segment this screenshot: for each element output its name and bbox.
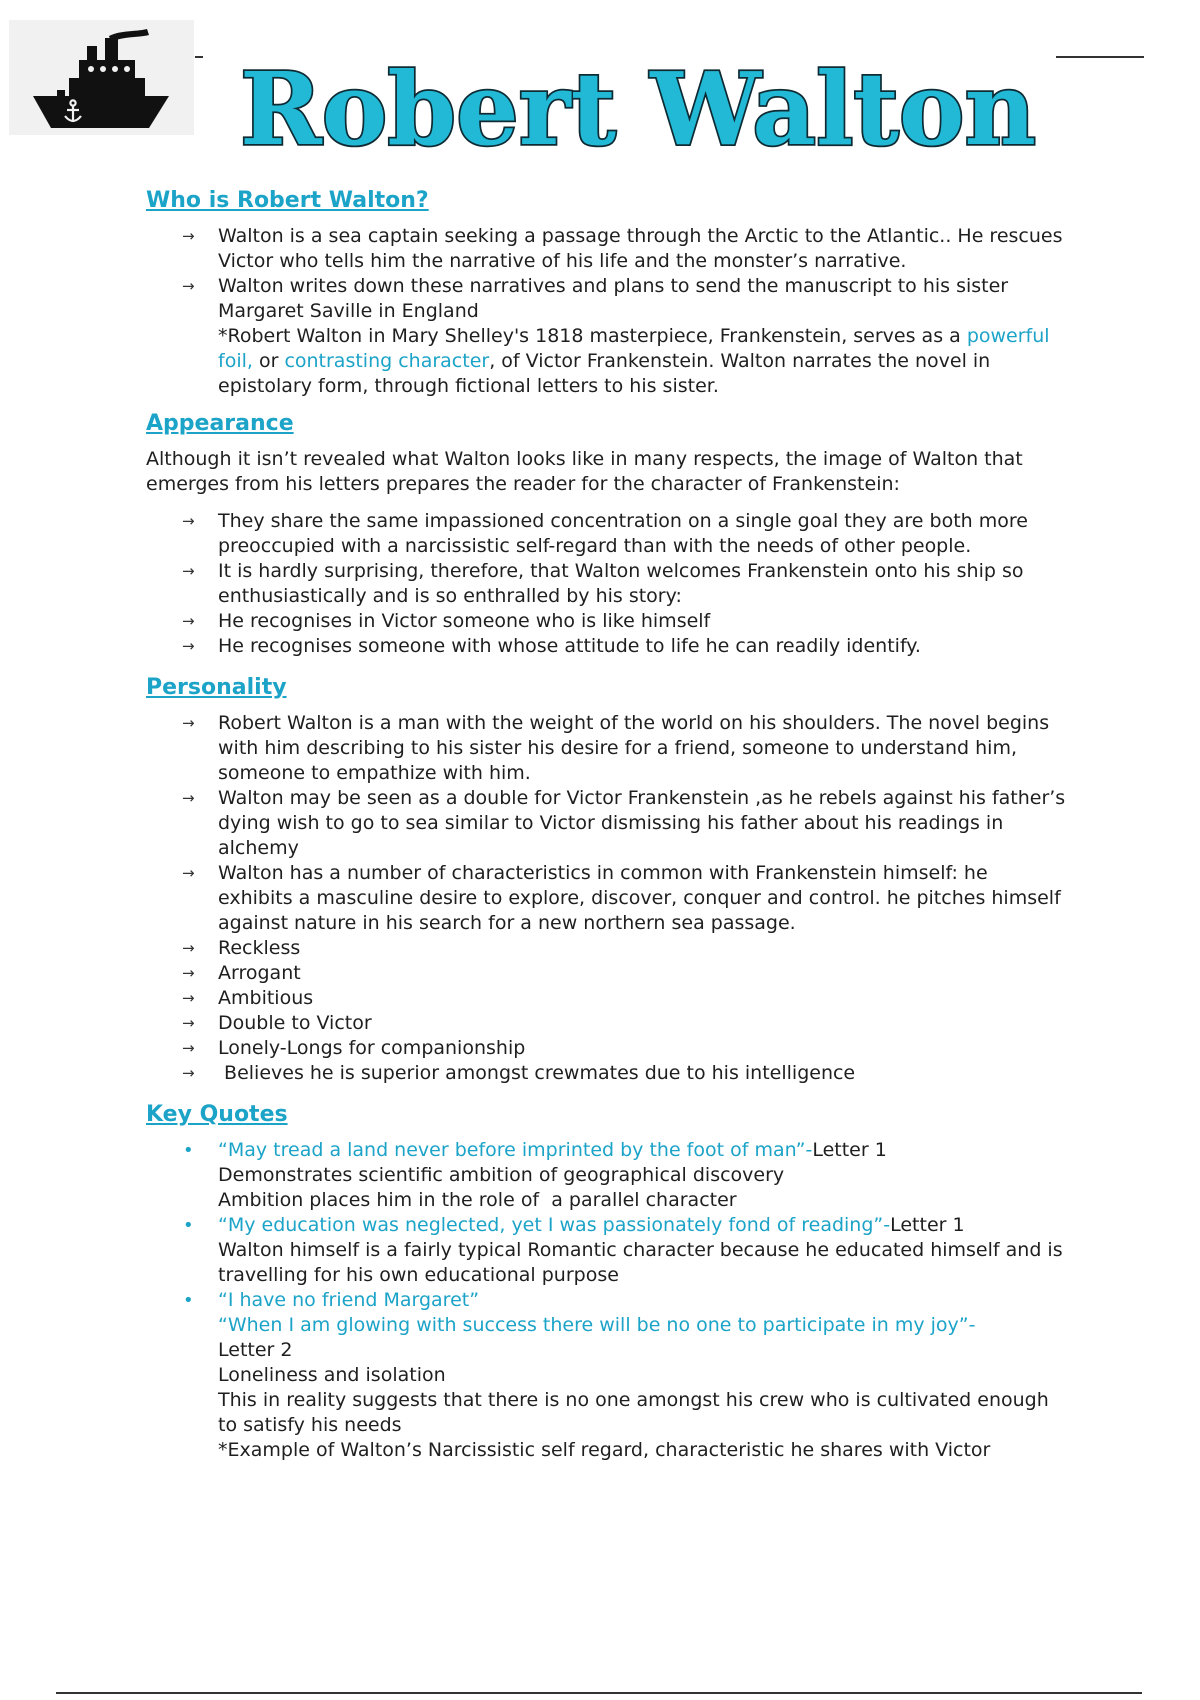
quote-note: Demonstrates scientific ambition of geographical discovery xyxy=(218,1164,785,1186)
bottom-rule xyxy=(56,1692,1142,1694)
heading-key-quotes: Key Quotes xyxy=(146,1102,288,1127)
quote-text: “I have no friend Margaret” xyxy=(218,1289,480,1311)
list-item: → Walton has a number of characteristics in common with Frankenstein himself: he exhibits a masculine desire to explore, discover, conquer and control. he pitches himself against nature in his search for a new northern sea passage. xyxy=(182,862,1061,934)
ship-icon xyxy=(31,26,171,130)
foil-note: *Robert Walton in Mary Shelley's 1818 masterpiece, Frankenstein, serves as a powerful foil, or contrasting character, of Victor Frankenstein. Walton narrates the novel in epistolary form, through fictional letters to his sister. xyxy=(218,325,1050,397)
quote-note: Loneliness and isolation xyxy=(218,1364,446,1386)
appearance-intro: Although it isn’t revealed what Walton looks like in many respects, the image of Walton that emerges from his letters prepares the reader for the character of Frankenstein: xyxy=(146,448,1023,495)
list-item: → He recognises someone with whose attitude to life he can readily identify. xyxy=(182,635,921,657)
list-item: → Robert Walton is a man with the weight of the world on his shoulders. The novel begins with him describing to his sister his desire for a friend, someone to understand him, someone to empathize with him. xyxy=(182,712,1050,784)
quotes-list xyxy=(146,1138,1066,1463)
term-contrasting-character: contrasting character xyxy=(284,350,490,372)
list-item: → It is hardly surprising, therefore, that Walton welcomes Frankenstein onto his ship so enthusiastically and is so enthralled by his story: xyxy=(182,560,1024,607)
arrow-icon: → xyxy=(182,512,195,530)
list-item: → Double to Victor xyxy=(182,1012,372,1034)
arrow-icon: → xyxy=(182,562,195,580)
arrow-icon: → xyxy=(182,939,195,957)
arrow-icon: → xyxy=(182,789,195,807)
arrow-icon: → xyxy=(182,1014,195,1032)
bullet-icon: • xyxy=(183,1215,194,1236)
arrow-icon: → xyxy=(182,637,195,655)
page-title xyxy=(232,52,1062,162)
personality-list xyxy=(146,711,1066,1086)
ship-logo-box xyxy=(9,20,194,135)
list-item: → Lonely-Longs for companionship xyxy=(182,1037,526,1059)
arrow-icon: → xyxy=(182,612,195,630)
list-item: → Walton is a sea captain seeking a passage through the Arctic to the Atlantic.. He rescues Victor who tells him the narrative of his life and the monster’s narrative. xyxy=(182,225,1063,272)
arrow-icon: → xyxy=(182,864,195,882)
quote-note: Ambition places him in the role of a parallel character xyxy=(218,1189,737,1211)
arrow-icon: → xyxy=(182,714,195,732)
who-list xyxy=(146,224,1066,399)
bullet-icon: • xyxy=(183,1290,194,1311)
heading-appearance: Appearance xyxy=(146,411,294,436)
list-item: → Reckless xyxy=(182,937,301,959)
quote-text: “When I am glowing with success there will be no one to participate in my joy”- xyxy=(218,1314,976,1336)
term-powerful-foil: powerful foil, xyxy=(218,325,1050,372)
list-item: → Believes he is superior amongst crewmates due to his intelligence xyxy=(182,1062,856,1084)
arrow-icon: → xyxy=(182,1039,195,1057)
decorative-line xyxy=(1056,56,1144,58)
quote-source: Letter 1 xyxy=(890,1214,965,1236)
quote-note: Walton himself is a fairly typical Romantic character because he educated himself and is travelling for his own educational purpose xyxy=(218,1239,1063,1286)
list-item: → Arrogant xyxy=(182,962,301,984)
bullet-icon: • xyxy=(183,1140,194,1161)
list-item: → He recognises in Victor someone who is like himself xyxy=(182,610,711,632)
arrow-icon: → xyxy=(182,227,195,245)
decorative-dash xyxy=(195,56,203,58)
document-body xyxy=(146,186,1066,1463)
heading-who-is-robert-walton: Who is Robert Walton? xyxy=(146,188,429,213)
arrow-icon: → xyxy=(182,1064,195,1082)
quote-text: “May tread a land never before imprinted by the foot of man”- xyxy=(218,1139,813,1161)
list-item: → Walton may be seen as a double for Victor Frankenstein ,as he rebels against his father’s dying wish to go to sea similar to Victor dismissing his father about his readings in alchemy xyxy=(182,787,1066,859)
list-item: → They share the same impassioned concentration on a single goal they are both more preoccupied with a narcissistic self-regard than with the needs of other people. xyxy=(182,510,1028,557)
heading-personality: Personality xyxy=(146,675,287,700)
quote-item xyxy=(183,1288,1066,1463)
appearance-list xyxy=(146,509,1066,659)
list-item: → Walton writes down these narratives and plans to send the manuscript to his sister Margaret Saville in England *Robert Walton in Mary Shelley's 1818 masterpiece, Frankenstein, serves as a powerful foil, or contrasting character, of Victor Frankenstein. Walton narrates the novel in epistolary form, through fictional letters to his sister. xyxy=(218,274,1066,399)
quote-item xyxy=(183,1138,1066,1213)
quote-source: Letter 2 xyxy=(218,1339,293,1361)
arrow-icon: → xyxy=(182,277,195,295)
quote-source: Letter 1 xyxy=(812,1139,887,1161)
quote-note: *Example of Walton’s Narcissistic self regard, characteristic he shares with Victor xyxy=(218,1439,991,1461)
quote-item xyxy=(183,1213,1066,1288)
list-item: → Ambitious xyxy=(182,987,314,1009)
arrow-icon: → xyxy=(182,989,195,1007)
arrow-icon: → xyxy=(182,964,195,982)
quote-note: This in reality suggests that there is no one amongst his crew who is cultivated enough to satisfy his needs xyxy=(218,1389,1049,1436)
page-title-text: Robert Walton xyxy=(240,52,1036,162)
quote-text: “My education was neglected, yet I was passionately fond of reading”- xyxy=(218,1214,891,1236)
